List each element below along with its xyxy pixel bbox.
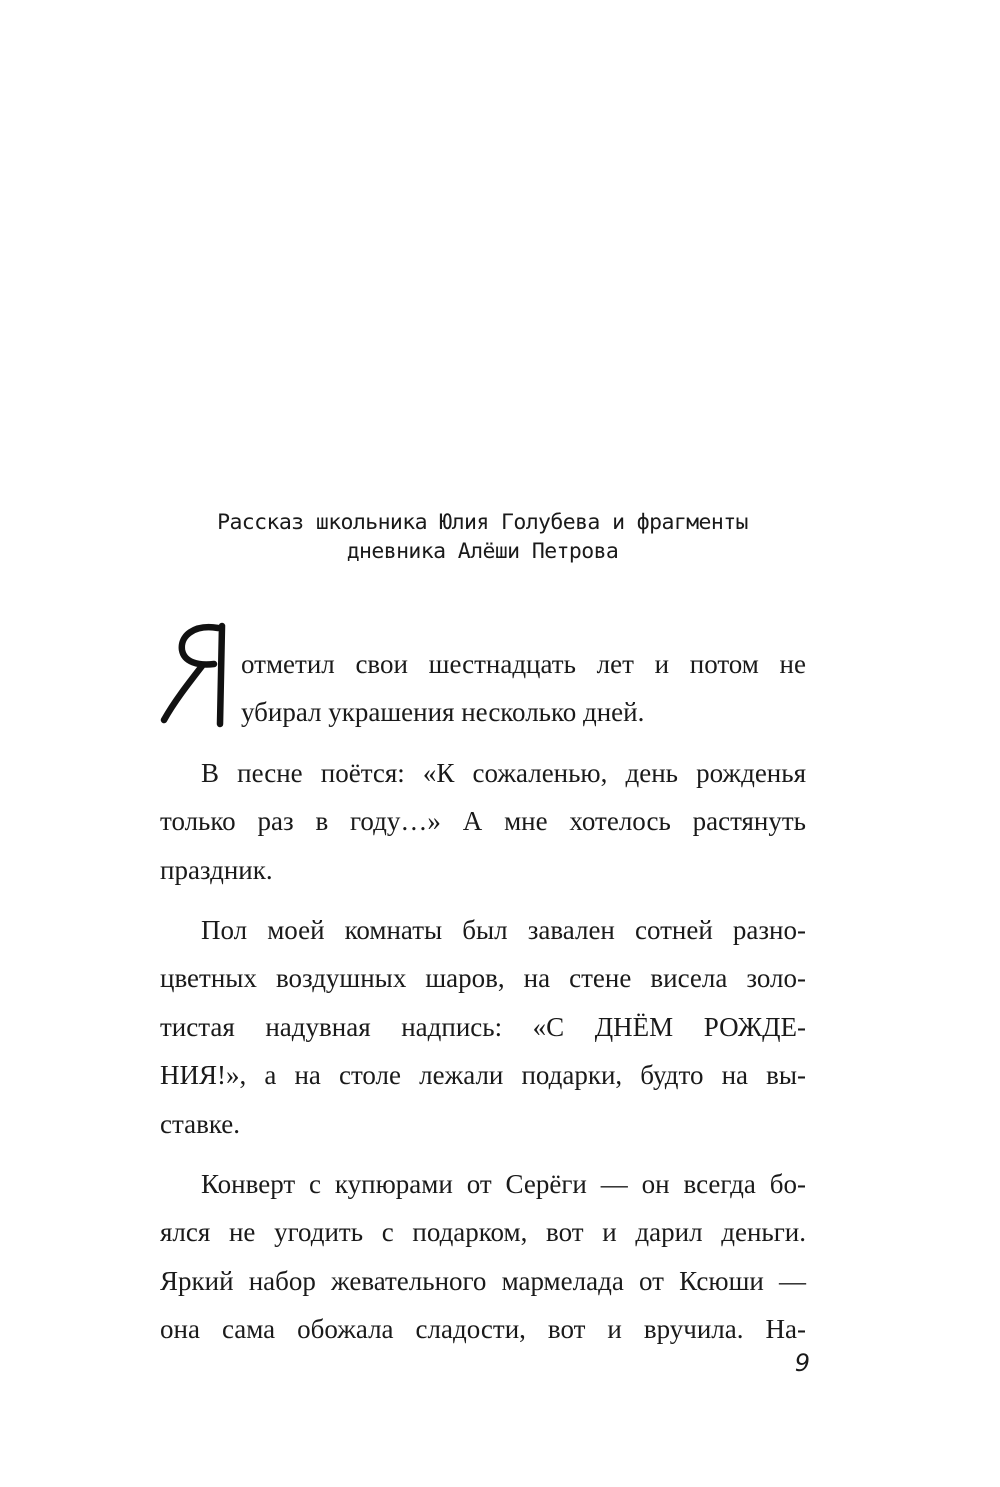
- text-line: В песне поётся: «К сожаленью, день рожденья: [201, 757, 806, 788]
- text-line: праздник.: [160, 854, 273, 885]
- text-line: Пол моей комнаты был завален сотней разно-: [201, 914, 806, 945]
- text-line: ставке.: [160, 1108, 241, 1139]
- text-line: убирал украшения несколько дней.: [241, 697, 645, 728]
- text-line: Яркий набор жевательного мармелада от Ксюши —: [160, 1265, 806, 1296]
- text-line: тистая надувная надпись: «С ДНЁМ РОЖДЕ-: [160, 1011, 806, 1042]
- text-line: отметил свои шестнадцать лет и потом не: [241, 649, 806, 679]
- story-text: [160, 640, 806, 1353]
- text-line: ялся не угодить с подарком, вот и дарил деньги.: [160, 1217, 806, 1248]
- chapter-subtitle: [150, 508, 815, 566]
- subtitle-line-1: Рассказ школьника Юлия Голубева и фрагменты: [217, 510, 748, 535]
- text-line: Конверт с купюрами от Серёги — он всегда бо-: [201, 1168, 806, 1199]
- text-line: только раз в году…» А мне хотелось растянуть: [160, 806, 806, 837]
- text-line: НИЯ!», а на столе лежали подарки, будто на вы-: [160, 1060, 806, 1091]
- text-line: она сама обожала сладости, вот и вручила. На-: [160, 1314, 806, 1345]
- text-line: цветных воздушных шаров, на стене висела золо-: [160, 963, 806, 994]
- page-number: 9: [794, 1349, 810, 1377]
- subtitle-line-2: дневника Алёши Петрова: [346, 539, 619, 564]
